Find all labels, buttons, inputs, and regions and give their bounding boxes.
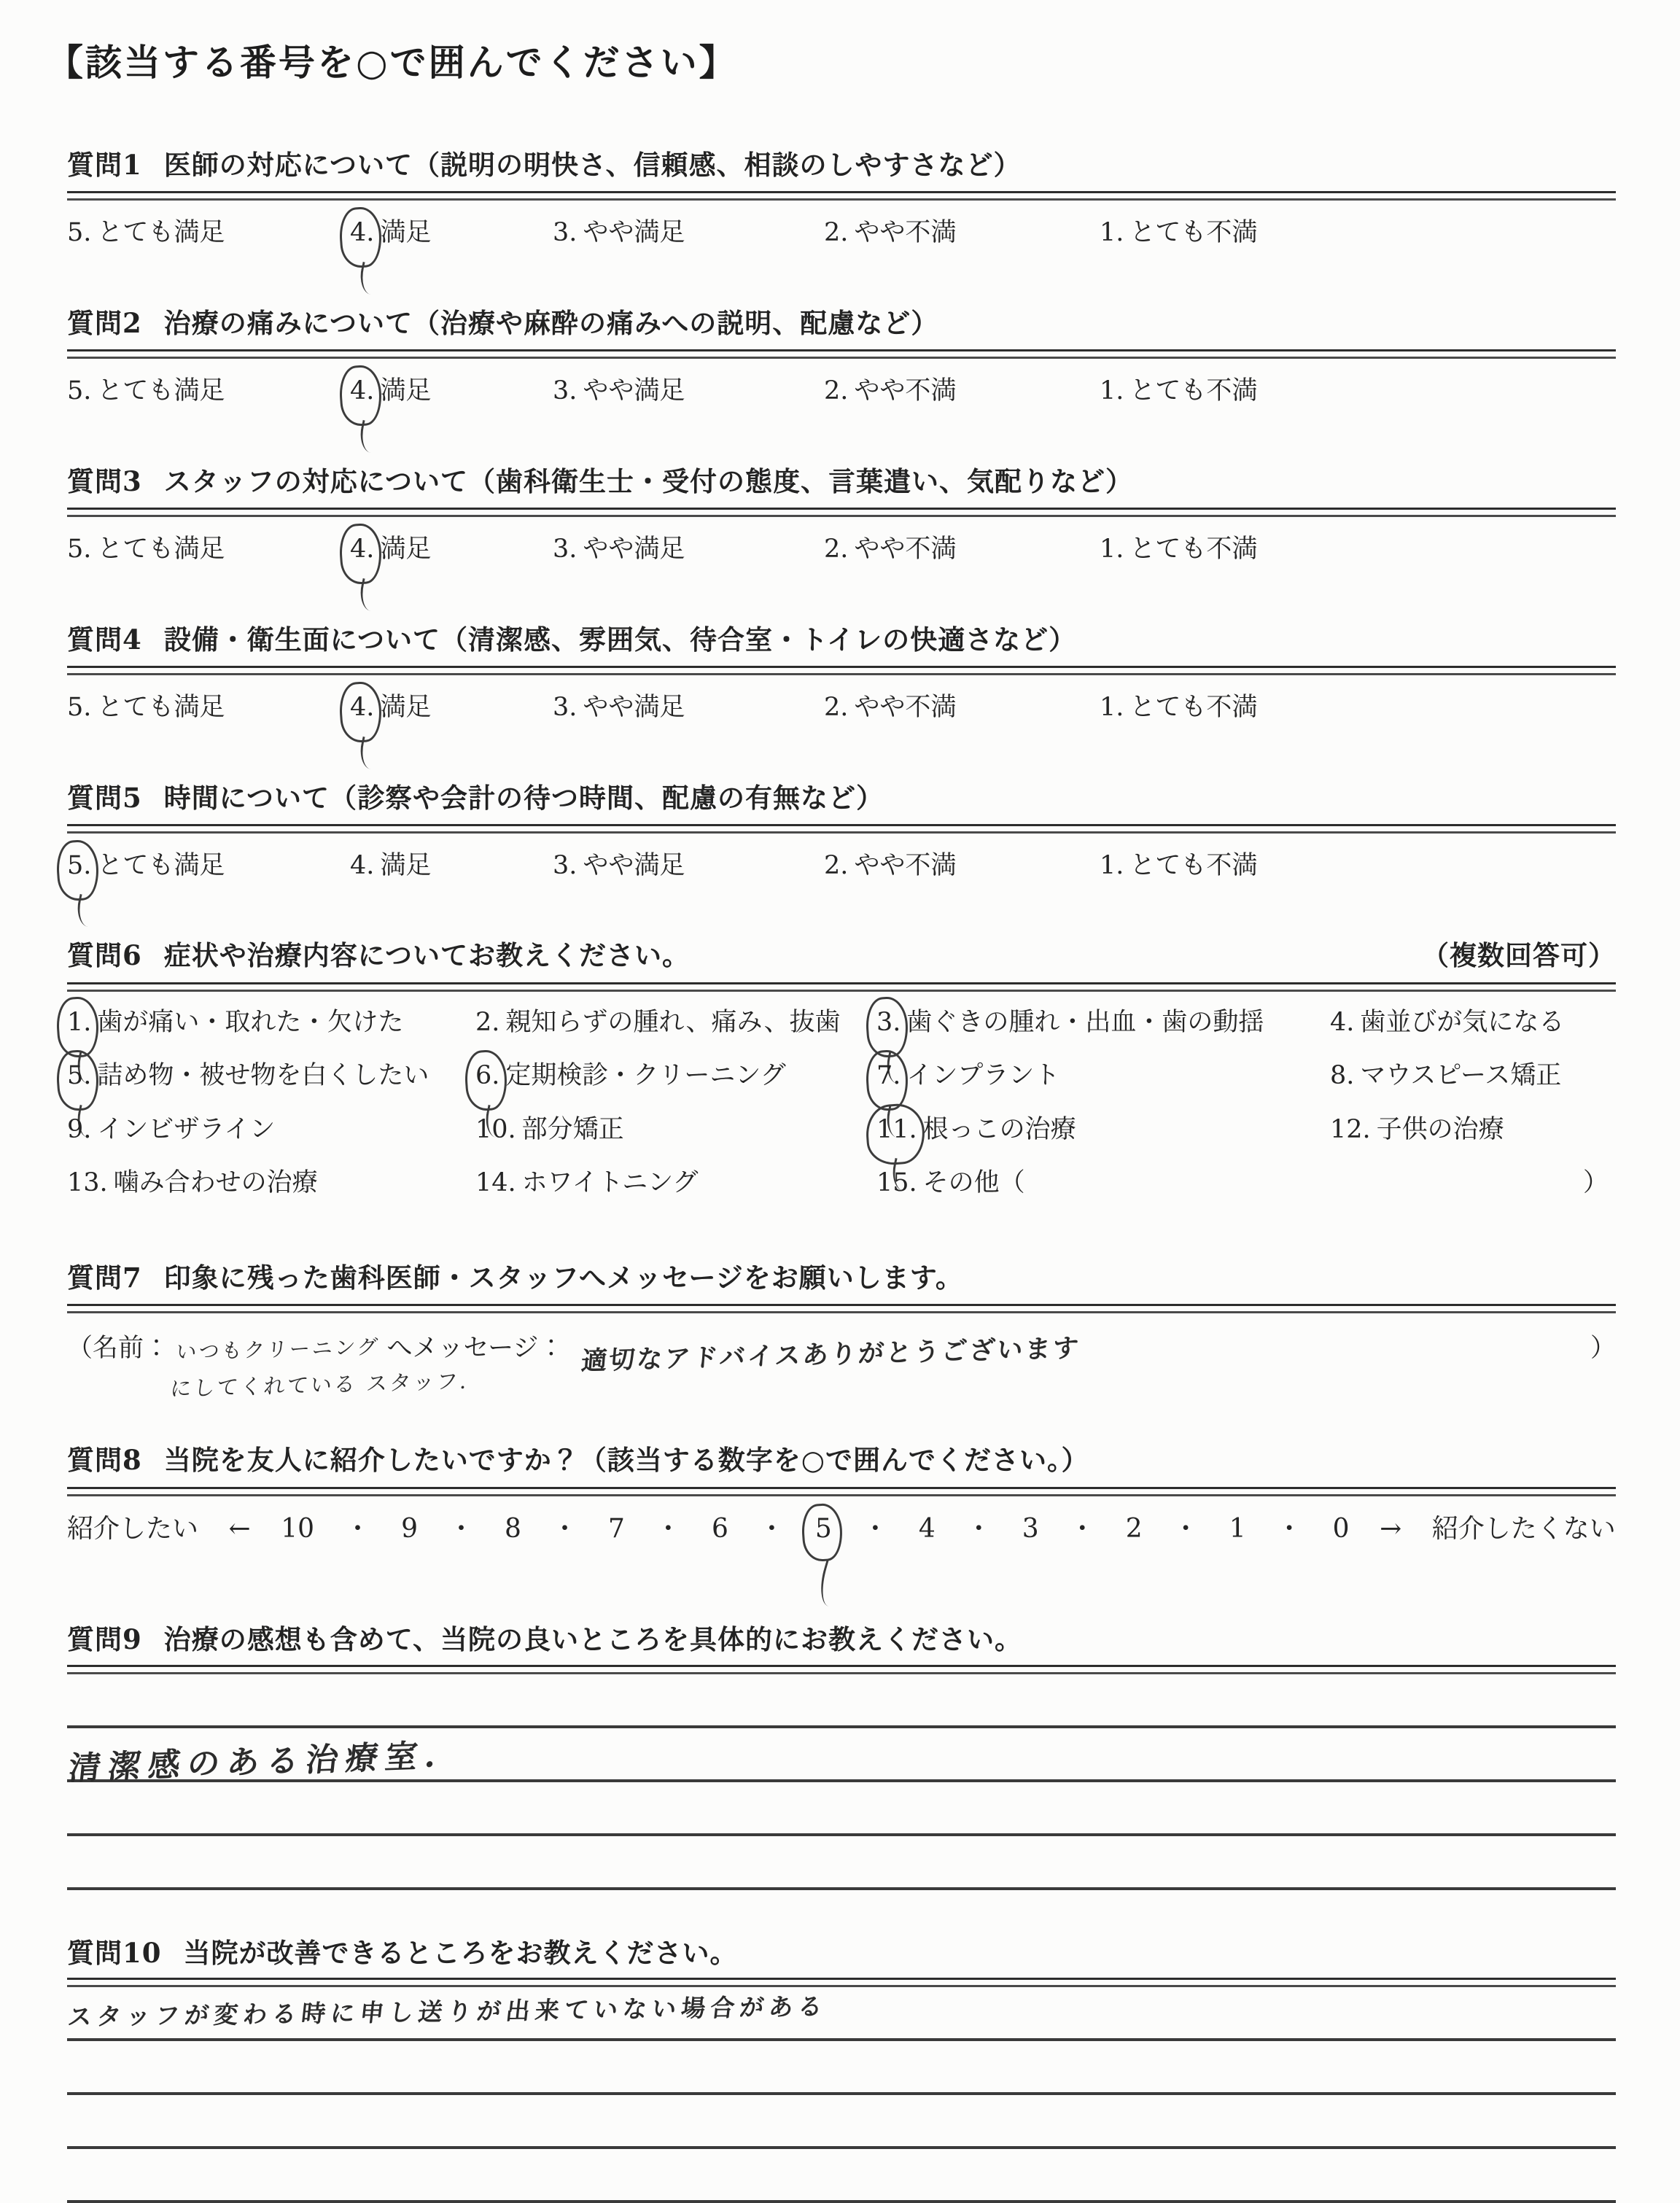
circled-option-number: 4. xyxy=(350,691,374,725)
symptom-item-selected xyxy=(67,1060,475,1093)
scale-number-6: 6 xyxy=(711,1513,728,1544)
rating-option xyxy=(67,217,350,250)
header-rule xyxy=(67,508,1616,517)
option-label: 満足 xyxy=(380,376,432,406)
option-number: 2. xyxy=(824,693,849,723)
option-number: 2. xyxy=(824,535,849,564)
item-label: インプラント xyxy=(906,1061,1060,1091)
name-prefix: （名前： xyxy=(67,1334,170,1364)
header-rule xyxy=(67,666,1616,675)
option-number: 3. xyxy=(553,693,578,723)
header-rule xyxy=(67,1487,1616,1496)
item-label: 根っこの治療 xyxy=(922,1114,1076,1144)
rating-option xyxy=(553,533,824,567)
question-4-title: 設備・衛生面について（清潔感、雰囲気、待合室・トイレの快適さなど） xyxy=(163,623,1077,656)
circled-item-number: 1. xyxy=(67,1006,91,1040)
rating-option xyxy=(824,375,1100,408)
rating-option xyxy=(67,375,350,408)
other-close-paren xyxy=(1330,1167,1616,1200)
question-1-label: 質問1 xyxy=(67,149,142,181)
question-4-label: 質問4 xyxy=(67,623,142,656)
handwritten-answer-q10: スタッフが変わる時に申し送りが出来ていない場合がある xyxy=(66,1992,829,2032)
item-number: 2. xyxy=(475,1007,500,1037)
symptom-item xyxy=(475,1006,876,1040)
rating-option xyxy=(67,533,350,567)
option-label: とても満足 xyxy=(97,218,225,248)
circled-option-number: 4. xyxy=(350,375,374,408)
item-number: 9. xyxy=(67,1114,92,1144)
option-label: とても満足 xyxy=(97,535,225,564)
dot-separator: ・ xyxy=(758,1513,785,1544)
question-7-block xyxy=(67,1261,1616,1402)
question-2-title: 治療の痛みについて（治療や麻酔の痛みへの説明、配慮など） xyxy=(163,306,939,339)
item-label: その他（ xyxy=(922,1168,1025,1198)
option-label: やや満足 xyxy=(583,693,685,723)
rating-option-selected xyxy=(350,375,553,408)
option-label: とても不満 xyxy=(1129,693,1258,723)
item-label: マウスピース矯正 xyxy=(1360,1061,1562,1091)
multiple-answers-note: （複数回答可） xyxy=(1422,939,1616,972)
form-instruction-title: 【該当する番号を○で囲んでください】 xyxy=(47,41,738,84)
question-10-block xyxy=(67,1937,1616,2203)
rating-option xyxy=(824,217,1100,250)
scale-number-5-circled: 5 xyxy=(815,1512,832,1547)
option-label: やや満足 xyxy=(583,218,685,248)
option-label: 満足 xyxy=(380,850,432,880)
option-label: やや満足 xyxy=(583,535,685,564)
option-label: とても不満 xyxy=(1129,535,1258,564)
dot-separator: ・ xyxy=(1276,1513,1303,1544)
option-number: 3. xyxy=(553,535,578,564)
question-8-title: 当院を友人に紹介したいですか？（該当する数字を○で囲んでください。） xyxy=(163,1444,1089,1477)
question-7-title: 印象に残った歯科医師・スタッフへメッセージをお願いします。 xyxy=(163,1261,963,1294)
question-8-label: 質問8 xyxy=(67,1444,142,1477)
symptom-item xyxy=(1330,1060,1616,1093)
ruled-line xyxy=(67,1674,1616,1728)
message-prefix: へメッセージ： xyxy=(386,1334,564,1364)
scale-number-8: 8 xyxy=(505,1513,521,1544)
scale-left-label: 紹介したい xyxy=(67,1513,199,1544)
question-3-block xyxy=(67,465,1616,567)
question-9-label: 質問9 xyxy=(67,1623,142,1656)
header-rule xyxy=(67,1665,1616,1674)
dot-separator: ・ xyxy=(448,1513,475,1544)
question-6-label: 質問6 xyxy=(67,939,142,972)
ruled-line xyxy=(67,2095,1616,2149)
header-rule xyxy=(67,1304,1616,1313)
ruled-line xyxy=(67,2149,1616,2203)
option-label: やや満足 xyxy=(583,850,685,880)
scale-right-label: 紹介したくない xyxy=(1431,1513,1616,1544)
close-paren: ） xyxy=(1582,1168,1609,1198)
option-label: やや不満 xyxy=(854,218,957,248)
symptom-item-selected xyxy=(876,1006,1330,1040)
rating-option-selected xyxy=(350,691,553,725)
option-number: 5. xyxy=(67,693,92,723)
ruled-line xyxy=(67,1836,1616,1890)
item-label: 親知らずの腫れ、痛み、抜歯 xyxy=(505,1007,841,1037)
symptom-item xyxy=(67,1114,475,1147)
item-number: 15. xyxy=(876,1168,917,1198)
question-3-label: 質問3 xyxy=(67,465,142,497)
scale-number-2: 2 xyxy=(1125,1513,1143,1544)
question-10-answer-lines xyxy=(67,1987,1616,2203)
question-10-label: 質問10 xyxy=(67,1936,162,1969)
header-rule xyxy=(67,191,1616,201)
item-label: 定期検診・クリーニング xyxy=(505,1061,786,1091)
header-rule xyxy=(67,1978,1616,1987)
option-label: 満足 xyxy=(380,535,432,564)
close-paren: ） xyxy=(1590,1334,1616,1364)
rating-option xyxy=(1100,217,1616,250)
item-label: 噛み合わせの治療 xyxy=(113,1168,318,1198)
question-2-options xyxy=(67,375,1616,408)
dot-separator: ・ xyxy=(862,1513,889,1544)
question-3-options xyxy=(67,533,1616,567)
option-number: 2. xyxy=(824,376,849,406)
item-label: 部分矯正 xyxy=(521,1114,624,1144)
rating-option xyxy=(553,217,824,250)
circled-item-number: 3. xyxy=(876,1006,901,1040)
right-arrow-icon: → xyxy=(1380,1513,1402,1544)
rating-option xyxy=(824,691,1100,725)
question-4-block xyxy=(67,623,1616,725)
symptom-item xyxy=(1330,1006,1616,1040)
rating-option-selected xyxy=(67,850,350,883)
circled-option-number: 4. xyxy=(350,217,374,250)
circled-item-number: 7. xyxy=(876,1060,901,1093)
question-9-block xyxy=(67,1623,1616,1889)
rating-option xyxy=(350,850,553,883)
symptom-item xyxy=(475,1114,876,1147)
item-label: 詰め物・被せ物を白くしたい xyxy=(97,1061,429,1091)
dot-separator: ・ xyxy=(551,1513,578,1544)
question-7-label: 質問7 xyxy=(67,1261,142,1294)
ruled-line xyxy=(67,2041,1616,2095)
rating-option-selected xyxy=(350,217,553,250)
option-label: とても満足 xyxy=(97,850,225,880)
dot-separator: ・ xyxy=(344,1513,371,1544)
rating-option xyxy=(1100,533,1616,567)
option-number: 2. xyxy=(824,218,849,248)
header-rule xyxy=(67,982,1616,992)
rating-option xyxy=(67,691,350,725)
scale-number-7: 7 xyxy=(607,1513,625,1544)
question-2-block xyxy=(67,307,1616,408)
scale-number-9: 9 xyxy=(401,1513,418,1544)
dot-separator: ・ xyxy=(655,1513,682,1544)
option-label: やや満足 xyxy=(583,376,685,406)
option-label: やや不満 xyxy=(854,850,957,880)
option-number: 2. xyxy=(824,850,849,880)
rating-option xyxy=(1100,850,1616,883)
item-number: 10. xyxy=(475,1114,516,1144)
ruled-line xyxy=(67,1782,1616,1836)
handwritten-name: いつもクリーニング xyxy=(175,1334,381,1364)
option-label: とても不満 xyxy=(1129,376,1258,406)
symptom-item-other xyxy=(876,1167,1330,1200)
item-label: 歯ぐきの腫れ・出血・歯の動揺 xyxy=(906,1007,1264,1037)
symptom-item xyxy=(1330,1114,1616,1147)
option-number: 5. xyxy=(67,218,92,248)
symptom-item-selected xyxy=(67,1006,475,1040)
scale-number-10: 10 xyxy=(281,1513,315,1544)
item-label: 歯が痛い・取れた・欠けた xyxy=(97,1007,404,1037)
item-number: 8. xyxy=(1330,1061,1355,1091)
symptom-item-selected xyxy=(475,1060,876,1093)
option-label: やや不満 xyxy=(854,376,957,406)
nps-scale xyxy=(67,1512,1616,1547)
rating-option xyxy=(824,533,1100,567)
item-label: 歯並びが気になる xyxy=(1360,1007,1565,1037)
circled-item-number: 6. xyxy=(475,1060,499,1093)
rating-option xyxy=(553,375,824,408)
option-label: やや不満 xyxy=(854,693,957,723)
item-number: 12. xyxy=(1330,1114,1371,1144)
item-label: インビザライン xyxy=(97,1114,276,1144)
dot-separator: ・ xyxy=(1069,1513,1096,1544)
option-label: とても不満 xyxy=(1129,850,1258,880)
option-label: 満足 xyxy=(380,218,432,248)
circled-item-number: 5. xyxy=(67,1060,91,1093)
symptom-item-selected xyxy=(876,1114,1330,1147)
option-label: とても不満 xyxy=(1129,218,1258,248)
scale-number-3: 3 xyxy=(1022,1513,1039,1544)
scale-number-4: 4 xyxy=(918,1513,936,1544)
item-label: ホワイトニング xyxy=(521,1168,699,1198)
scale-number-0: 0 xyxy=(1332,1513,1350,1544)
question-5-block xyxy=(67,782,1616,883)
option-number: 1. xyxy=(1100,693,1124,723)
rating-option xyxy=(824,850,1100,883)
rating-option xyxy=(1100,691,1616,725)
item-number: 13. xyxy=(67,1168,108,1198)
dot-separator: ・ xyxy=(1172,1513,1199,1544)
question-1-title: 医師の対応について（説明の明快さ、信頼感、相談のしやすさなど） xyxy=(163,149,1022,181)
rating-option-selected xyxy=(350,533,553,567)
question-8-block xyxy=(67,1444,1616,1546)
option-label: とても満足 xyxy=(97,693,225,723)
question-6-items xyxy=(67,1006,1616,1200)
header-rule xyxy=(67,349,1616,359)
symptom-item xyxy=(475,1167,876,1200)
question-9-title: 治療の感想も含めて、当院の良いところを具体的にお教えください。 xyxy=(163,1623,1023,1656)
question-6-title: 症状や治療内容についてお教えください。 xyxy=(163,939,691,972)
question-4-options xyxy=(67,691,1616,725)
option-label: 満足 xyxy=(380,693,432,723)
option-number: 1. xyxy=(1100,850,1124,880)
circled-option-number: 5. xyxy=(67,850,91,883)
item-number: 4. xyxy=(1330,1007,1355,1037)
message-line xyxy=(67,1328,1616,1377)
circled-item-number: 11. xyxy=(876,1114,917,1147)
question-2-label: 質問2 xyxy=(67,306,142,339)
left-arrow-icon: ← xyxy=(228,1513,251,1544)
option-label: やや不満 xyxy=(854,535,957,564)
option-number: 3. xyxy=(553,218,578,248)
handwritten-message: 適切なアドバイスありがとうございます xyxy=(580,1333,1082,1377)
header-rule xyxy=(67,824,1616,834)
option-number: 1. xyxy=(1100,218,1124,248)
question-9-answer-lines xyxy=(67,1674,1616,1890)
option-number: 1. xyxy=(1100,535,1124,564)
option-number: 1. xyxy=(1100,376,1124,406)
rating-option xyxy=(553,850,824,883)
option-number: 5. xyxy=(67,376,92,406)
option-number: 3. xyxy=(553,850,578,880)
option-number: 5. xyxy=(67,535,92,564)
question-5-label: 質問5 xyxy=(67,781,142,814)
symptom-item-selected xyxy=(876,1060,1330,1093)
question-1-block xyxy=(67,149,1616,250)
question-5-title: 時間について（診察や会計の待つ時間、配慮の有無など） xyxy=(163,781,884,814)
question-6-block xyxy=(67,939,1616,1200)
scale-number-1: 1 xyxy=(1229,1513,1246,1544)
rating-option xyxy=(1100,375,1616,408)
rating-option xyxy=(553,691,824,725)
handwritten-name-line2: にしてくれている スタッフ. xyxy=(169,1368,470,1402)
handwritten-answer-q9: 清潔感のある治療室. xyxy=(66,1736,446,1787)
circled-option-number: 4. xyxy=(350,533,374,567)
item-label: 子供の治療 xyxy=(1376,1114,1504,1144)
dot-separator: ・ xyxy=(965,1513,992,1544)
symptom-item xyxy=(67,1167,475,1200)
option-number: 4. xyxy=(350,850,375,880)
option-number: 3. xyxy=(553,376,578,406)
item-number: 14. xyxy=(475,1168,516,1198)
question-10-title: 当院が改善できるところをお教えください。 xyxy=(183,1936,738,1969)
question-5-options xyxy=(67,850,1616,883)
question-1-options xyxy=(67,217,1616,250)
option-label: とても満足 xyxy=(97,376,225,406)
question-3-title: スタッフの対応について（歯科衛生士・受付の態度、言葉遣い、気配りなど） xyxy=(163,465,1134,497)
